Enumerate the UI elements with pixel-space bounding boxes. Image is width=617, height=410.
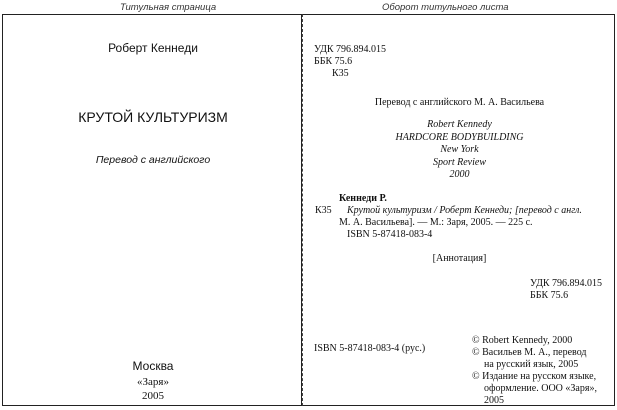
bbk-code: ББК 75.6 bbox=[314, 56, 353, 67]
udk-code: УДК 796.894.015 bbox=[314, 44, 387, 55]
biblio-isbn: ISBN 5-87418-083-4 bbox=[347, 229, 433, 240]
original-title: HARDCORE BODYBUILDING bbox=[395, 131, 524, 143]
copyright-block bbox=[472, 335, 614, 407]
bbk-code-bottom: ББК 75.6 bbox=[530, 290, 569, 301]
publication-year: 2005 bbox=[142, 390, 164, 402]
copyright-translation-2: на русский язык, 2005 bbox=[484, 359, 579, 370]
copyright-original: © Robert Kennedy, 2000 bbox=[472, 335, 573, 346]
original-edition bbox=[303, 119, 616, 182]
udk-code-bottom: УДК 796.894.015 bbox=[530, 278, 603, 289]
title-page-reverse bbox=[302, 14, 615, 406]
biblio-mark: К35 bbox=[315, 205, 332, 216]
copyright-translation-1: © Васильев М. А., перевод bbox=[472, 347, 587, 358]
biblio-line-1: Крутой культуризм / Роберт Кеннеди; [перевод с англ. bbox=[347, 205, 582, 216]
book-title: КРУТОЙ КУЛЬТУРИЗМ bbox=[78, 109, 228, 125]
original-city: New York bbox=[440, 144, 479, 155]
copyright-edition-2: оформление. ООО «Заря», 2005 bbox=[484, 383, 597, 406]
author-name: Роберт Кеннеди bbox=[108, 41, 198, 55]
isbn-bottom: ISBN 5-87418-083-4 (рус.) bbox=[314, 343, 426, 354]
copyright-edition-1: © Издание на русском языке, bbox=[472, 371, 597, 382]
biblio-heading: Кеннеди Р. bbox=[339, 193, 387, 204]
title-page bbox=[2, 14, 302, 406]
author-mark: К35 bbox=[332, 68, 349, 79]
publisher-name: «Заря» bbox=[137, 376, 169, 388]
publication-city: Москва bbox=[132, 359, 174, 373]
book-subtitle: Перевод с английского bbox=[95, 154, 211, 166]
translation-note: Перевод с английского М. А. Васильева bbox=[374, 97, 545, 108]
original-publisher: Sport Review bbox=[432, 156, 487, 168]
left-page-caption: Титульная страница bbox=[120, 2, 217, 13]
biblio-line-2: М. А. Васильева]. — М.: Заря, 2005. — 225 с. bbox=[339, 217, 533, 228]
original-year: 2000 bbox=[449, 169, 470, 180]
right-page-caption: Оборот титульного листа bbox=[382, 2, 509, 13]
original-author: Robert Kennedy bbox=[427, 119, 492, 130]
annotation-placeholder: [Аннотация] bbox=[432, 253, 487, 264]
